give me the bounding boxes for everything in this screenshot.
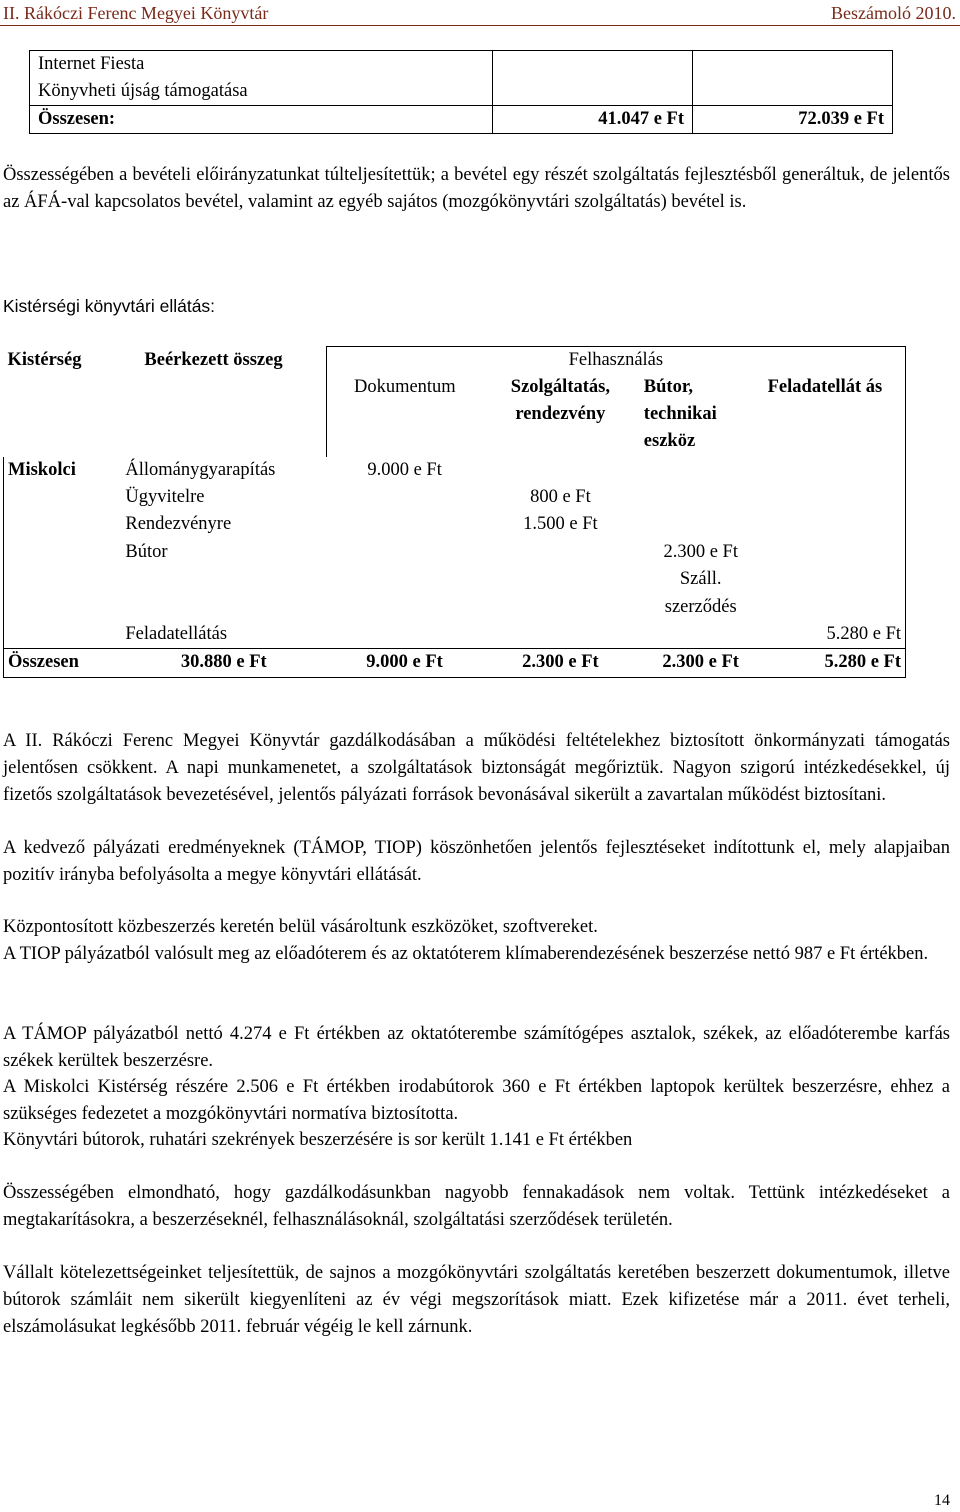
col-header-feladatellatas: Feladatellát ás bbox=[764, 374, 906, 456]
item-label bbox=[121, 566, 326, 593]
butor-value bbox=[638, 511, 764, 538]
szolg-value bbox=[483, 594, 638, 621]
table-row bbox=[4, 484, 906, 511]
total-feladat: 5.280 e Ft bbox=[764, 649, 906, 678]
dok-value bbox=[326, 511, 483, 538]
body-paragraph: Vállalt kötelezettségeinket teljesítettük, de sajnos a mozgókönyvtári szolgáltatás keretében beszerzett dokumentumok, illetve bútorok számláit nem sikerült kiegyenlíteni az év végi megszorítások miatt. Ezek kifizetése már a 2011. évet terheli, elszámolásukat legkésőbb 2011. február végéig le kell zárnunk. bbox=[3, 1263, 950, 1337]
table-row bbox=[4, 511, 906, 538]
feladat-value bbox=[764, 539, 906, 566]
total-dok: 9.000 e Ft bbox=[326, 649, 483, 678]
table-row-total bbox=[4, 649, 906, 678]
col-header-beerkezett: Beérkezett összeg bbox=[144, 349, 283, 370]
butor-value bbox=[638, 484, 764, 511]
body-paragraph: Könyvtári bútorok, ruhatári szekrények beszerzésére is sor került 1.141 e Ft értékben bbox=[3, 1130, 633, 1150]
item-label: Ügyvitelre bbox=[125, 487, 205, 508]
total-label: Összesen bbox=[4, 649, 122, 678]
table-row bbox=[4, 621, 906, 649]
table-row bbox=[4, 457, 906, 484]
region-label: Miskolci bbox=[4, 457, 122, 649]
table-row bbox=[4, 566, 906, 593]
szolg-value bbox=[483, 539, 638, 566]
header-title: II. Rákóczi Ferenc Megyei Könyvtár bbox=[3, 3, 269, 23]
dok-value bbox=[326, 484, 483, 511]
table-row-total bbox=[30, 106, 893, 134]
col-header-dokumentum: Dokumentum bbox=[326, 374, 483, 456]
kisterseg-table bbox=[3, 346, 906, 678]
szolg-value: 800 e Ft bbox=[530, 487, 591, 508]
item-label: Bútor bbox=[125, 541, 168, 562]
header-divider bbox=[0, 25, 960, 26]
col-header-kisterseg: Kistérség bbox=[7, 349, 82, 370]
body-paragraph: A TIOP pályázatból valósult meg az előadóterem és az oktatóterem klímaberendezésének beszerzése nettó 987 e Ft értékben. bbox=[3, 944, 929, 964]
dok-value bbox=[326, 621, 483, 649]
item-label: Feladatellátás bbox=[125, 624, 228, 645]
total-label: Összesen: bbox=[30, 106, 493, 134]
col-header-butor: Bútor, technikai eszköz bbox=[643, 377, 717, 452]
body-paragraph: A Miskolci Kistérség részére 2.506 e Ft értékben irodabútorok 360 e Ft értékben laptopok kerültek beszerzésre, ehhez a szükséges fedezetet a mozgókönyvtári normatíva biztosította. bbox=[3, 1077, 950, 1124]
feladat-value bbox=[764, 594, 906, 621]
butor-value bbox=[638, 457, 764, 484]
table-row bbox=[4, 594, 906, 621]
total-value-2: 72.039 e Ft bbox=[693, 106, 893, 134]
table-row bbox=[30, 51, 893, 106]
section-heading: Kistérségi könyvtári ellátás: bbox=[3, 296, 216, 316]
table-header-row bbox=[4, 347, 906, 375]
feladat-value bbox=[764, 457, 906, 484]
szolg-value bbox=[483, 621, 638, 649]
body-paragraph: A II. Rákóczi Ferenc Megyei Könyvtár gazdálkodásában a működési feltételekhez biztosított önkormányzati támogatás jelentősen csökkent. A napi munkamenetet, a szolgáltatások biztonságát megőriztük. Nagyon szigorú intézkedésekkel, új fizetős szolgáltatások bevezetésével, jelentős pályázati források bevonásával sikerült a zavartalan működést biztosítani. bbox=[3, 731, 950, 805]
dok-value bbox=[326, 594, 483, 621]
item-label bbox=[121, 594, 326, 621]
revenue-table bbox=[29, 50, 893, 134]
butor-value: Száll. bbox=[679, 569, 722, 590]
row-label: Internet Fiesta bbox=[38, 54, 145, 74]
table-cell bbox=[493, 51, 693, 106]
butor-value bbox=[638, 621, 764, 649]
butor-value: szerződés bbox=[664, 596, 737, 617]
table-cell bbox=[693, 51, 893, 106]
feladat-value: 5.280 e Ft bbox=[764, 621, 906, 649]
row-label: Könyvheti újság támogatása bbox=[38, 81, 248, 101]
table-row bbox=[4, 539, 906, 566]
body-paragraph: A kedvező pályázati eredményeknek (TÁMOP, TIOP) köszönhetően jelentős fejlesztéseket indítottunk el, mely alapjaiban pozitív irányba befolyásolta a megye könyvtári ellátását. bbox=[3, 838, 950, 885]
header-report: Beszámoló 2010. bbox=[831, 3, 956, 23]
item-label: Rendezvényre bbox=[125, 514, 232, 535]
total-value-1: 41.047 e Ft bbox=[493, 106, 693, 134]
butor-value: 2.300 e Ft bbox=[663, 541, 738, 562]
body-paragraph: Összességében elmondható, hogy gazdálkodásunkban nagyobb fennakadások nem voltak. Tettünk intézkedéseket a megtakarításokra, a beszerzéseknél, felhasználásoknál, szolgáltatási szerződések területén. bbox=[3, 1183, 950, 1230]
feladat-value bbox=[764, 484, 906, 511]
body-paragraph: Központosított közbeszerzés keretén belül vásároltunk eszközöket, szoftvereket. bbox=[3, 917, 598, 937]
szolg-value bbox=[483, 457, 638, 484]
page-number: 14 bbox=[934, 1492, 950, 1509]
total-beerkezett: 30.880 e Ft bbox=[121, 649, 326, 678]
total-butor: 2.300 e Ft bbox=[638, 649, 764, 678]
item-label: Állománygyarapítás bbox=[125, 459, 276, 480]
feladat-value bbox=[764, 566, 906, 593]
szolg-value: 1.500 e Ft bbox=[523, 514, 598, 535]
col-header-felhasznalas: Felhasználás bbox=[326, 347, 905, 375]
feladat-value bbox=[764, 511, 906, 538]
dok-value bbox=[326, 539, 483, 566]
szolg-value bbox=[483, 566, 638, 593]
dok-value bbox=[326, 566, 483, 593]
dok-value: 9.000 e Ft bbox=[367, 459, 442, 480]
body-paragraph: A TÁMOP pályázatból nettó 4.274 e Ft értékben az oktatóterembe számítógépes asztalok, székek, az előadóterembe karfás székek kerültek beszerzésre. bbox=[3, 1024, 950, 1071]
total-szolg: 2.300 e Ft bbox=[483, 649, 638, 678]
col-header-szolgaltatas: Szolgáltatás, rendezvény bbox=[510, 377, 610, 425]
summary-paragraph: Összességében a bevételi előirányzatunkat túlteljesítettük; a bevétel egy részét szolgáltatás fejlesztésből generáltuk, de jelentős az ÁFÁ-val kapcsolatos bevétel, valamint az egyéb sajátos (mozgókönyvtári szolgáltatás) bevétel is. bbox=[3, 165, 950, 212]
table-cell bbox=[30, 51, 493, 106]
